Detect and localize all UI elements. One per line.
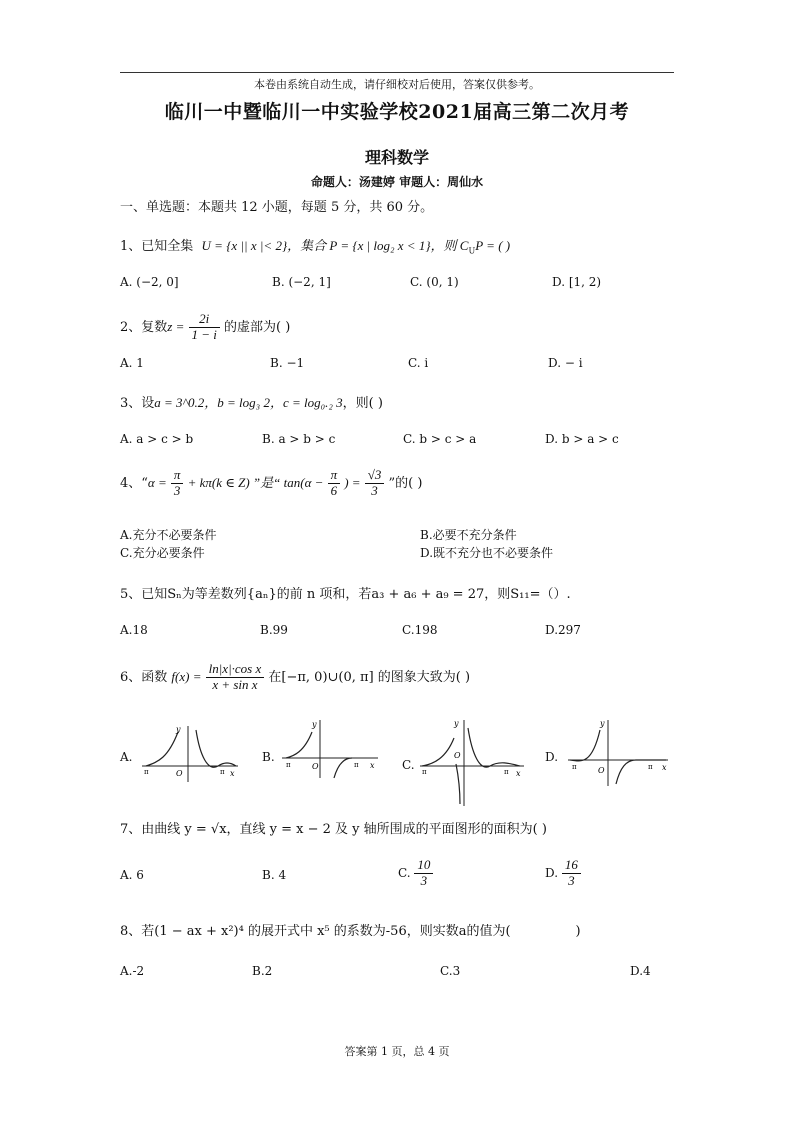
question-5: 5、已知Sₙ为等差数列{aₙ}的前 n 项和，若a₃ + a₆ + a₉ = 27，则S₁₁=（）.: [120, 587, 571, 602]
q4-option-d: D.既不充分也不必要条件: [420, 546, 554, 560]
q6-option-c: C.: [402, 758, 415, 772]
q1-option-a: A. (−2, 0]: [120, 275, 179, 289]
question-2: 2、复数z = $\frac{2i}{1 - i}$ 的虚部为( ): [120, 311, 291, 342]
q7-option-c: C. $\frac{10}{3}$: [398, 858, 433, 889]
svg-text:x: x: [230, 769, 235, 778]
svg-text:π: π: [422, 768, 427, 776]
svg-text:O: O: [598, 766, 605, 775]
svg-text:π: π: [354, 761, 359, 769]
question-7: 7、由曲线 y = √x，直线 y = x − 2 及 y 轴所围成的平面图形的面积为( ): [120, 822, 547, 837]
q4-option-a: A.充分不必要条件: [120, 528, 217, 542]
q6-graph-a: [138, 722, 242, 784]
q8-option-d: D.4: [630, 964, 651, 978]
header-rule: [120, 72, 674, 73]
q6-option-b: B.: [262, 750, 275, 764]
q2-option-c: C. i: [408, 356, 429, 370]
svg-text:O: O: [454, 751, 461, 760]
q5-option-c: C.198: [402, 623, 438, 637]
svg-text:x: x: [516, 769, 521, 778]
q4-option-c: C.充分必要条件: [120, 546, 205, 560]
q7-option-b: B. 4: [262, 868, 287, 882]
q5-option-a: A.18: [120, 623, 148, 637]
svg-text:π: π: [572, 763, 577, 771]
svg-text:π: π: [144, 768, 149, 776]
q6-option-a: A.: [120, 750, 133, 764]
q5-option-b: B.99: [260, 623, 288, 637]
exam-authors: 命题人：汤建婷 审题人：周仙水: [310, 175, 484, 189]
question-6: 6、函数 f(x) = $\frac{\text{ln|x|·cos x}}{\text{x + sin x}}$ 在[−π, 0)∪(0, π] 的图象大致为( ): [120, 661, 471, 692]
q1-option-c: C. (0, 1): [410, 275, 459, 289]
svg-text:x: x: [662, 763, 667, 772]
svg-text:O: O: [312, 762, 319, 771]
fraction: $\frac{\pi}{3}$: [171, 468, 184, 499]
q7-option-d: D. $\frac{16}{3}$: [545, 858, 581, 889]
fraction: $\frac{2i}{1 - i}$: [189, 312, 220, 343]
exam-title: 临川一中暨临川一中实验学校2021届高三第二次月考: [164, 101, 630, 123]
svg-text:y: y: [600, 719, 605, 728]
q6-option-d: D.: [545, 750, 559, 764]
fraction: $\frac{\pi}{6}$: [328, 468, 341, 499]
q2-option-b: B. −1: [270, 356, 305, 370]
q3-option-a: A. a > c > b: [120, 432, 194, 446]
q4-option-b: B.必要不充分条件: [420, 528, 517, 542]
q6-graph-b: [278, 718, 382, 780]
svg-text:π: π: [220, 768, 225, 776]
q2-option-a: A. 1: [120, 356, 144, 370]
q6-graph-d: [564, 718, 672, 788]
q8-option-a: A.-2: [120, 964, 145, 978]
q2-option-d: D. − i: [548, 356, 583, 370]
question-8: 8、若(1 − ax + x²)⁴ 的展开式中 x⁵ 的系数为-56，则实数a的值为( ): [120, 924, 581, 939]
fraction: $\frac{√3}{3}$: [365, 468, 385, 499]
page-footer: 答案第 1 页，总 4 页: [344, 1045, 450, 1058]
svg-text:y: y: [312, 720, 317, 729]
question-1: 1、已知全集 U = {x || x |< 2}，集合 P = {x | log₂ x < 1}，则 $C_UP$ = ( ): [120, 238, 511, 256]
question-3: 3、设a = 3^0.2，b = log₃ 2，c = log₀.₂ 3，则( ): [120, 395, 383, 411]
q8-option-b: B.2: [252, 964, 273, 978]
svg-text:O: O: [176, 769, 183, 778]
fraction: $\frac{\text{ln|x|·cos x}}{\text{x + sin x}}$: [206, 662, 265, 693]
svg-text:y: y: [176, 725, 181, 734]
svg-text:π: π: [648, 763, 653, 771]
q1-option-b: B. (−2, 1]: [272, 275, 331, 289]
svg-text:y: y: [454, 719, 459, 728]
q1-option-d: D. [1, 2): [552, 275, 602, 289]
section-heading: 一、单选题：本题共 12 小题，每题 5 分，共 60 分。: [120, 200, 434, 215]
q8-option-c: C.3: [440, 964, 461, 978]
fraction: $\frac{10}{3}$: [414, 858, 433, 889]
fraction: $\frac{16}{3}$: [562, 858, 581, 889]
q6-graph-c: [416, 718, 528, 808]
svg-text:x: x: [370, 761, 375, 770]
q3-option-c: C. b > c > a: [403, 432, 477, 446]
svg-text:π: π: [286, 761, 291, 769]
question-4: 4、“α = $\frac{\pi}{3}$ + kπ(k ∈ Z) ”是“ tan(α − $\frac{\pi}{6}$ ) = $\frac{√3}{3}$ ”的( ): [120, 467, 423, 498]
q5-option-d: D.297: [545, 623, 581, 637]
q7-option-a: A. 6: [120, 868, 144, 882]
header-note: 本卷由系统自动生成，请仔细校对后使用，答案仅供参考。: [254, 78, 540, 91]
svg-text:π: π: [504, 768, 509, 776]
exam-subtitle: 理科数学: [364, 148, 429, 167]
q3-option-b: B. a > b > c: [262, 432, 336, 446]
q3-option-d: D. b > a > c: [545, 432, 619, 446]
